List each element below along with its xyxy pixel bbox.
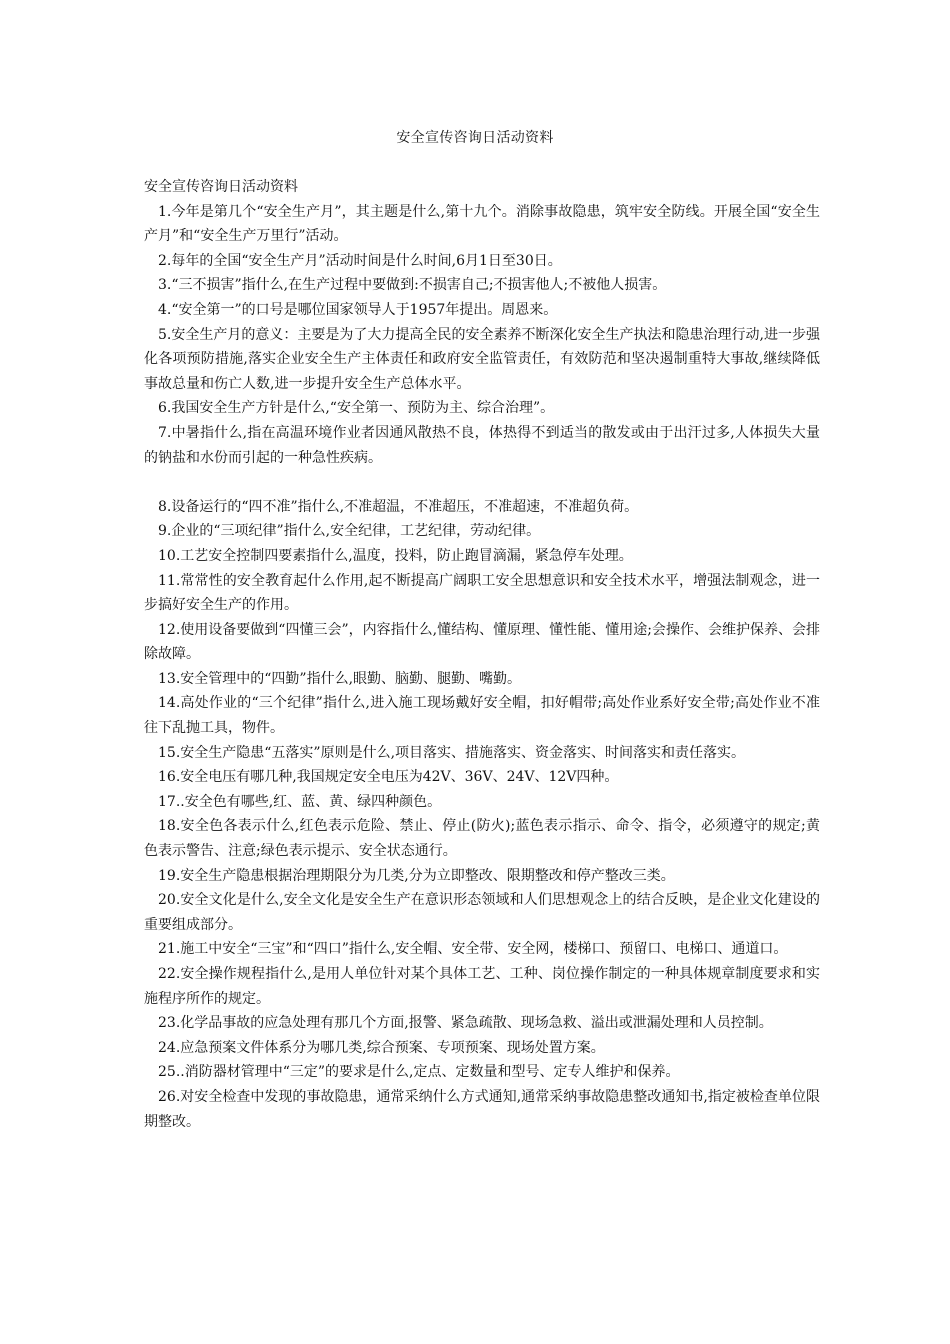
list-item-9: 9.企业的“三项纪律”指什么,安全纪律，工艺纪律，劳动纪律。 <box>158 523 541 540</box>
list-item-19: 19.安全生产隐患根据治理期限分为几类,分为立即整改、限期整改和停产整改三类。 <box>158 867 675 884</box>
list-item-3: 3.“三不损害”指什么,在生产过程中要做到:不损害自己;不损害他人;不被他人损害。 <box>158 277 667 294</box>
list-item-15: 15.安全生产隐患“五落实”原则是什么,项目落实、措施落实、资金落实、时间落实和责任落实。 <box>158 744 746 761</box>
list-item-13: 13.安全管理中的“四勤”指什么,眼勤、脑勤、腿勤、嘴勤。 <box>158 670 522 687</box>
list-item-16: 16.安全电压有哪几种,我国规定安全电压为42V、36V、24V、12V四种。 <box>158 769 619 786</box>
list-item-20: 20.安全文化是什么,安全文化是安全生产在意识形态领域和人们思想观念上的结合反映，是企业文化建设的重要组成部分。 <box>144 892 820 933</box>
list-item-8: 8.设备运行的“四不准”指什么,不准超温，不准超压，不准超速，不准超负荷。 <box>158 498 639 515</box>
list-item-10: 10.工艺安全控制四要素指什么,温度，投料，防止跑冒滴漏，紧急停车处理。 <box>158 547 633 564</box>
list-item-6: 6.我国安全生产方针是什么,“安全第一、预防为主、综合治理”。 <box>158 400 555 417</box>
blank-line <box>144 470 820 495</box>
list-item-26: 26.对安全检查中发现的事故隐患，通常采纳什么方式通知,通常采纳事故隐患整改通知书,指定被检查单位限期整改。 <box>144 1088 820 1130</box>
list-item-11: 11.常常性的安全教育起什么作用,起不断提高广阔职工安全思想意识和安全技术水平，增强法制观念，进一步搞好安全生产的作用。 <box>144 572 820 614</box>
list-item-25: 25..消防器材管理中“三定”的要求是什么,定点、定数量和型号、定专人维护和保养。 <box>158 1064 680 1081</box>
list-item-18: 18.安全色各表示什么,红色表示危险、禁止、停止(防火);蓝色表示指示、命令、指令，必须遵守的规定;黄色表示警告、注意;绿色表示提示、安全状态通行。 <box>144 818 820 860</box>
list-item-21: 21.施工中安全“三宝”和“四口”指什么,安全帽、安全带、安全网，楼梯口、预留口、电梯口、通道口。 <box>158 941 788 958</box>
list-item-22: 22.安全操作规程指什么,是用人单位针对某个具体工艺、工种、岗位操作制定的一种具体规章制度要求和实施程序所作的规定。 <box>144 966 820 1007</box>
document-subtitle: 安全宣传咨询日活动资料 <box>144 179 298 195</box>
list-item-24: 24.应急预案文件体系分为哪几类,综合预案、专项预案、现场处置方案。 <box>158 1039 605 1056</box>
document-title: 安全宣传咨询日活动资料 <box>396 130 554 146</box>
list-item-12: 12.使用设备要做到“四懂三会”，内容指什么,懂结构、懂原理、懂性能、懂用途;会操作、会维护保养、会排除故障。 <box>144 621 820 663</box>
document-body <box>144 175 820 1134</box>
list-item-4: 4.“安全第一”的口号是哪位国家领导人于1957年提出。周恩来。 <box>158 301 558 318</box>
list-item-23: 23.化学品事故的应急处理有那几个方面,报警、紧急疏散、现场急救、溢出或泄漏处理和人员控制。 <box>158 1015 773 1032</box>
list-item-1: 1.今年是第几个“安全生产月”，其主题是什么,第十九个。消除事故隐患，筑牢安全防线。开展全国“安全生产月”和“安全生产万里行”活动。 <box>144 203 820 245</box>
list-item-2: 2.每年的全国“安全生产月”活动时间是什么时间,6月1日至30日。 <box>158 252 562 269</box>
list-item-5: 5.安全生产月的意义：主要是为了大力提高全民的安全素养不断深化安全生产执法和隐患治理行动,进一步强化各项预防措施,落实企业安全生产主体责任和政府安全监管责任，有效防范和坚决遏制重特大事故,继续降低事故总量和伤亡人数,进一步提升安全生产总体水平。 <box>144 326 820 392</box>
list-item-7: 7.中暑指什么,指在高温环境作业者因通风散热不良，体热得不到适当的散发或由于出汗过多,人体损失大量的钠盐和水份而引起的一种急性疾病。 <box>144 424 820 466</box>
list-item-14: 14.高处作业的“三个纪律”指什么,进入施工现场戴好安全帽，扣好帽带;高处作业系好安全带;高处作业不准往下乱抛工具，物件。 <box>144 695 820 737</box>
list-item-17: 17..安全色有哪些,红、蓝、黄、绿四种颜色。 <box>158 793 442 810</box>
